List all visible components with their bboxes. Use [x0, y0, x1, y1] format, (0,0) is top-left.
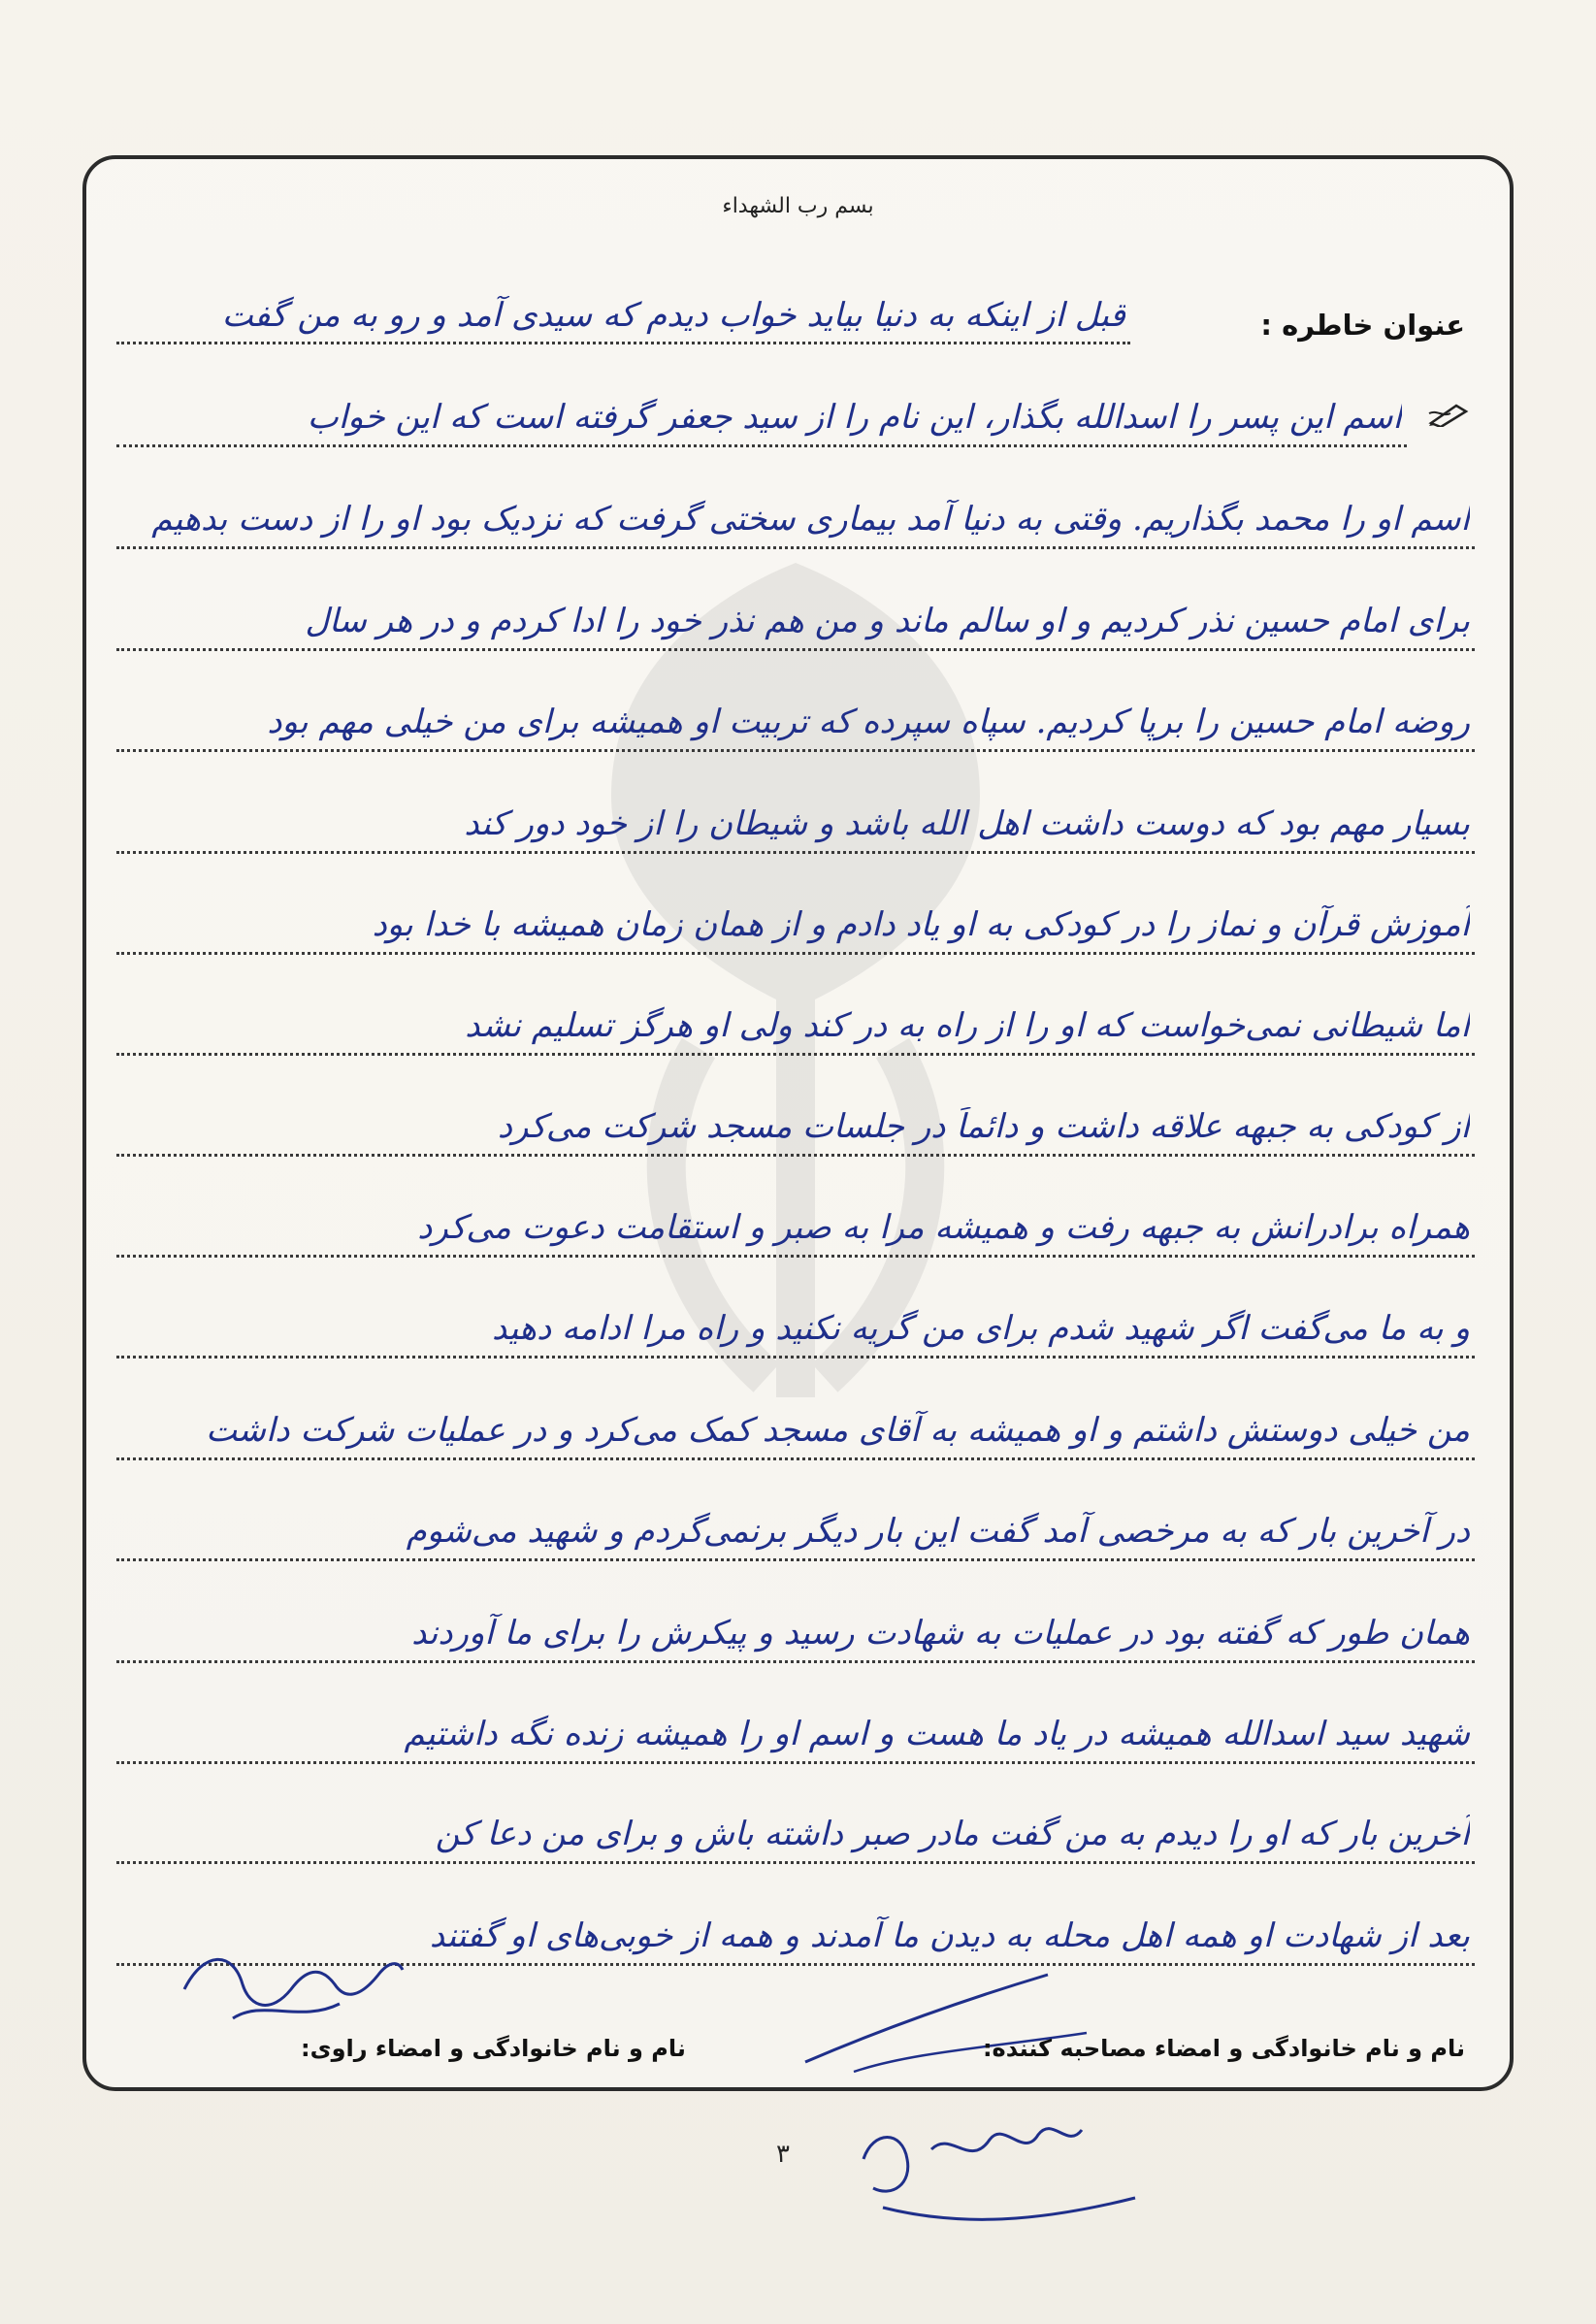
interviewer-signature [796, 1965, 1106, 2081]
ruled-line [116, 1457, 1475, 1460]
ruled-line [116, 1356, 1475, 1358]
handwritten-line: روضه امام حسین را برپا کردیم. سپاه سپرده که تربیت او همیشه برای من خیلی مهم بود [267, 703, 1470, 741]
ruled-line [116, 1154, 1475, 1157]
handwritten-line: شهید سید اسدالله همیشه در یاد ما هست و اسم او را همیشه زنده نگه داشتیم [404, 1715, 1470, 1753]
handwritten-line: برای امام حسین نذر کردیم و او سالم ماند و من هم نذر خود را ادا کردم و در هر سال [305, 602, 1470, 640]
page-title: بسم رب الشهداء [722, 194, 874, 218]
bottom-signature [844, 2091, 1155, 2237]
handwritten-line: آخرین بار که او را دیدم به من گفت مادر صبر داشته باش و برای من دعا کن [435, 1815, 1470, 1853]
handwritten-line: و به ما می‌گفت اگر شهید شدم برای من گریه نکنید و راه مرا ادامه دهید [492, 1309, 1470, 1348]
page-number: ۳ [776, 2140, 790, 2169]
ruled-line [116, 1255, 1475, 1258]
ruled-line [116, 546, 1475, 549]
handwritten-line: من خیلی دوستش داشتم و او همیشه به آقای مسجد کمک می‌کرد و در عملیات شرکت داشت [206, 1411, 1470, 1450]
pen-icon [1427, 400, 1470, 427]
handwritten-line: اسم این پسر را اسدالله بگذار، این نام را از سید جعفر گرفته است که این خواب [307, 398, 1402, 437]
handwritten-line: قبل از اینکه به دنیا بیاید خواب دیدم که سیدی آمد و رو به من گفت [221, 296, 1125, 335]
narrator-name-signature-label: نام و نام خانوادگی و امضاء راوی: [301, 2035, 686, 2062]
handwritten-line: اما شیطانی نمی‌خواست که او را از راه به در کند ولی او هرگز تسلیم نشد [465, 1006, 1470, 1045]
handwritten-line: در آخرین بار که به مرخصی آمد گفت این بار دیگر برنمی‌گردم و شهید می‌شوم [406, 1512, 1470, 1551]
narrator-signature [175, 1931, 407, 2038]
handwritten-line: از کودکی به جبهه علاقه داشت و دائماً در جلسات مسجد شرکت می‌کرد [497, 1107, 1470, 1146]
handwritten-line: اسم او را محمد بگذاریم. وقتی به دنیا آمد بیماری سختی گرفت که نزدیک بود او را از دست بدهیم [151, 500, 1470, 539]
ruled-line [116, 952, 1475, 955]
ruled-line [116, 342, 1130, 344]
handwritten-line: آموزش قرآن و نماز را در کودکی به او یاد دادم و از همان زمان همیشه با خدا بود [372, 905, 1470, 944]
ruled-line [116, 1053, 1475, 1056]
ruled-line [116, 1761, 1475, 1764]
subject-label: عنوان خاطره : [1260, 309, 1465, 342]
handwritten-line: بعد از شهادت او همه اهل محله به دیدن ما آمدند و همه از خوبی‌های او گفتند [429, 1916, 1470, 1955]
ruled-line [116, 851, 1475, 854]
ruled-line [116, 1558, 1475, 1561]
ruled-line [116, 1861, 1475, 1864]
interviewer-name-signature-label: نام و نام خانوادگی و امضاء مصاحبه کننده: [982, 2035, 1465, 2062]
ruled-line [116, 1660, 1475, 1663]
ruled-line [116, 444, 1407, 447]
ruled-line [116, 749, 1475, 752]
handwritten-line: همراه برادرانش به جبهه رفت و همیشه مرا به صبر و استقامت دعوت می‌کرد [417, 1208, 1470, 1247]
ruled-line [116, 648, 1475, 651]
handwritten-line: بسیار مهم بود که دوست داشت اهل الله باشد و شیطان را از خود دور کند [464, 804, 1470, 843]
handwritten-line: همان طور که گفته بود در عملیات به شهادت رسید و پیکرش را برای ما آوردند [411, 1614, 1470, 1653]
